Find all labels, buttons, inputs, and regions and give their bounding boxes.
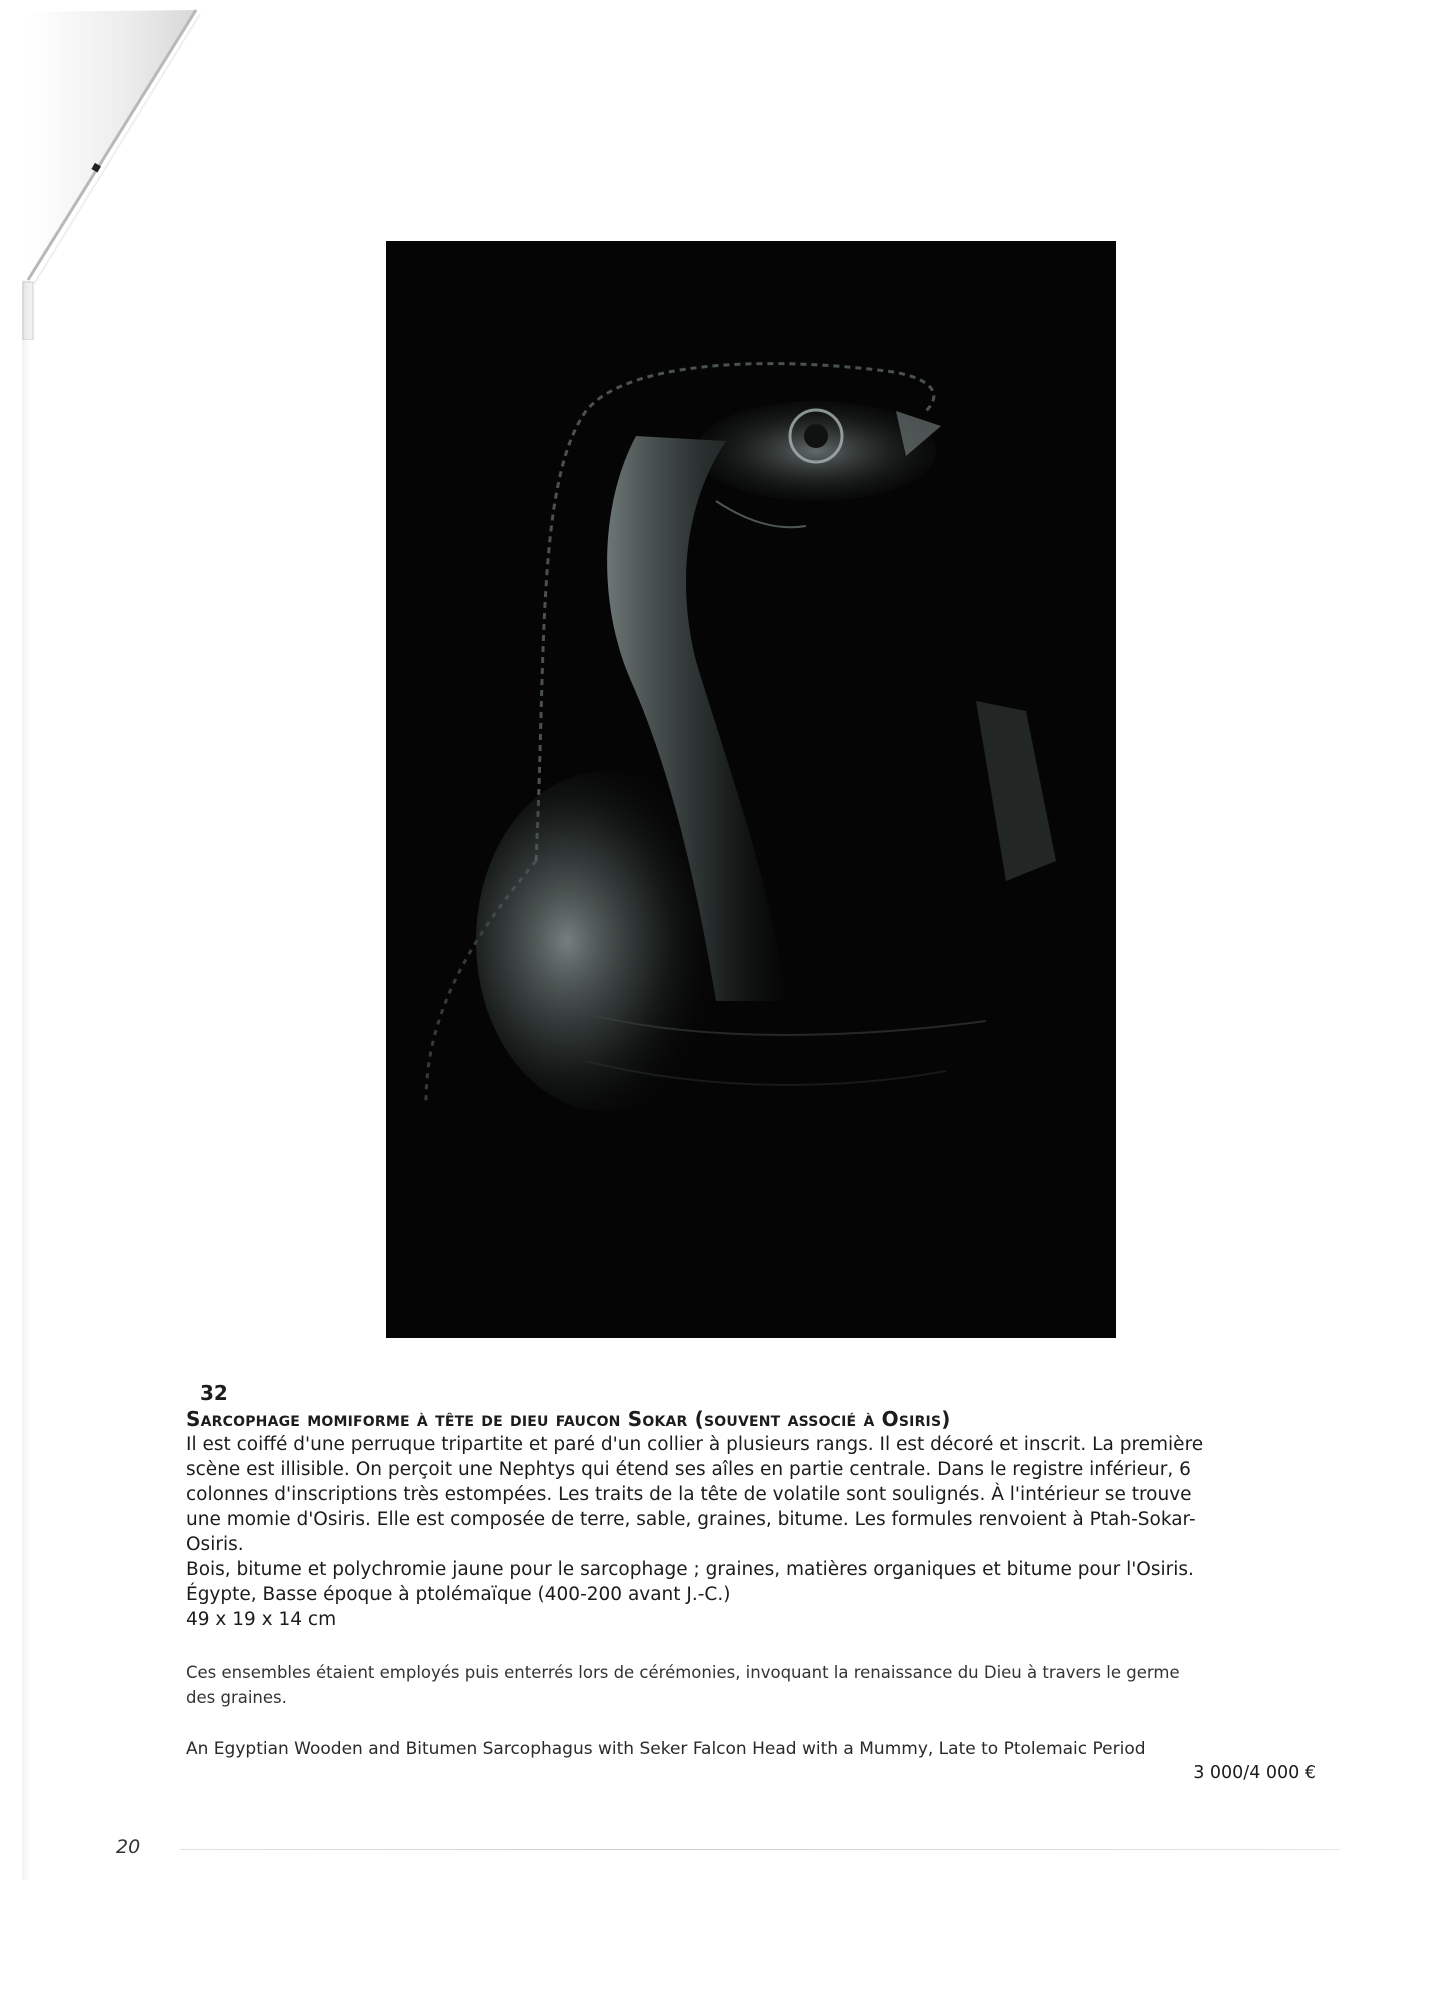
lot-english-title: An Egyptian Wooden and Bitumen Sarcophagus with Seker Falcon Head with a Mummy, Late to Ptolemaic Period [186, 1739, 1146, 1759]
dimensions-line: 49 x 19 x 14 cm [186, 1609, 337, 1630]
description-line: scène est illisible. On perçoit une Nephtys qui étend ses aîles en partie centrale. Dans le registre inférieur, 6 [186, 1459, 1191, 1480]
scan-edge-shadow [22, 280, 30, 1880]
lot-title: Sarcophage momiforme à tête de dieu faucon Sokar (souvent associé à Osiris) [186, 1407, 951, 1431]
description-line: une momie d'Osiris. Elle est composée de terre, sable, graines, bitume. Les formules renvoient à Ptah-Sokar- [186, 1509, 1196, 1530]
sarcophagus-photo [386, 241, 1116, 1338]
lot-note [186, 1660, 1326, 1710]
lot-entry [186, 1380, 1326, 1785]
lot-estimate: 3 000/4 000 € [1193, 1763, 1316, 1783]
note-line: des graines. [186, 1688, 287, 1707]
materials-line: Bois, bitume et polychromie jaune pour le sarcophage ; graines, matières organiques et bitume pour l'Osiris. [186, 1559, 1194, 1580]
description-line: Osiris. [186, 1534, 244, 1555]
note-line: Ces ensembles étaient employés puis enterrés lors de cérémonies, invoquant la renaissance du Dieu à travers le germe [186, 1663, 1180, 1682]
description-line: colonnes d'inscriptions très estompées. Les traits de la tête de volatile sont soulignés. À l'intérieur se trouve [186, 1484, 1192, 1505]
page-corner-fold [0, 0, 260, 340]
lot-number: 32 [200, 1381, 228, 1405]
description-line: Il est coiffé d'une perruque tripartite et paré d'un collier à plusieurs rangs. Il est décoré et inscrit. La première [186, 1434, 1204, 1455]
footer-divider [180, 1849, 1340, 1850]
lot-description [186, 1432, 1326, 1632]
page-number: 20 [116, 1836, 141, 1858]
origin-period-line: Égypte, Basse époque à ptolémaïque (400-200 avant J.-C.) [186, 1584, 731, 1605]
falcon-sarcophagus-illustration [386, 241, 1116, 1338]
